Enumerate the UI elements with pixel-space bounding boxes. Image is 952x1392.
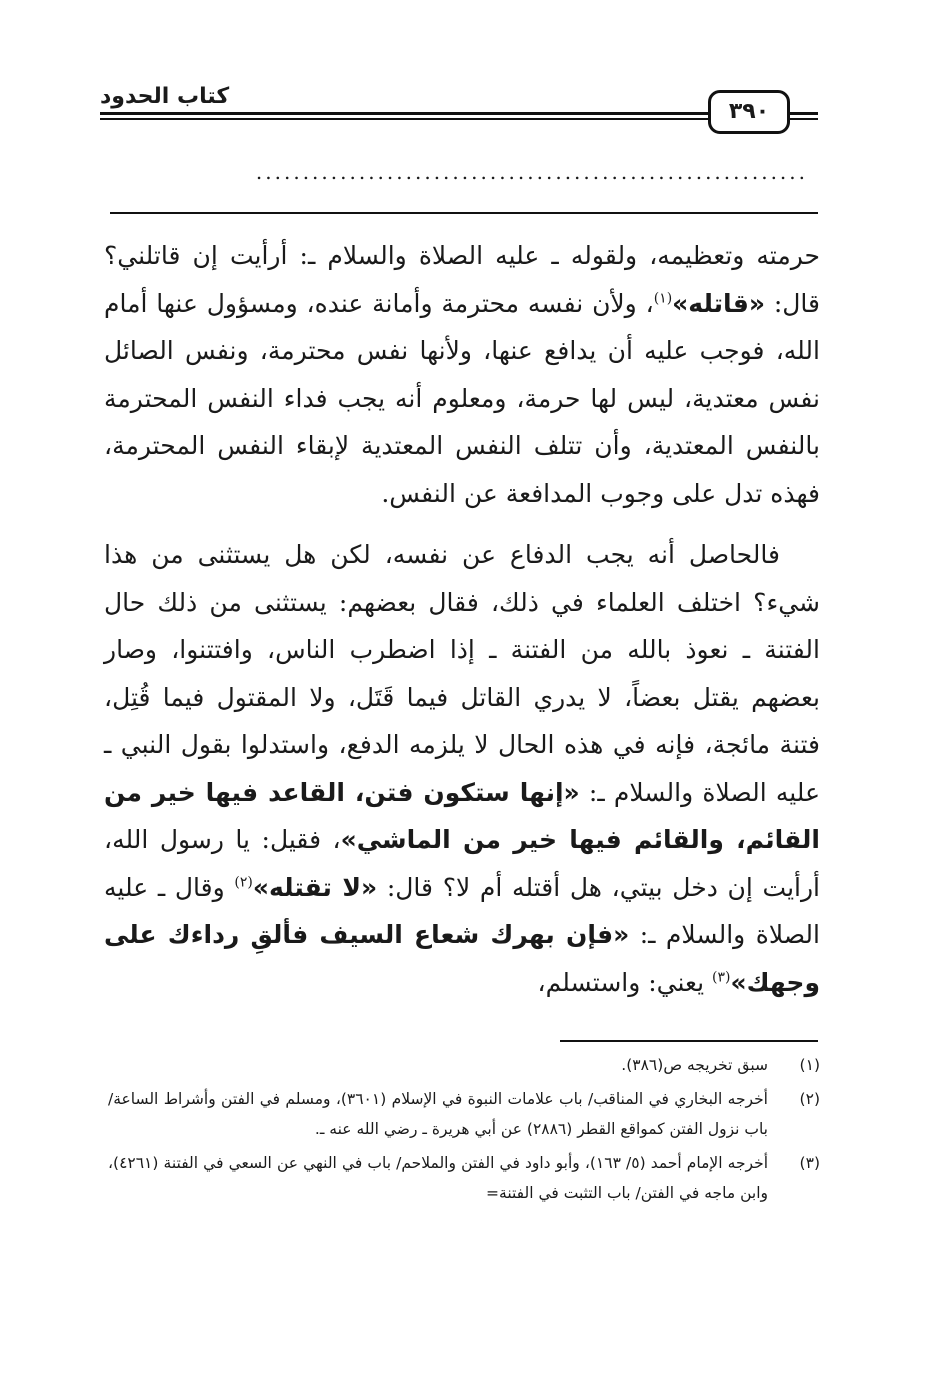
footnote-number: (٢) bbox=[799, 1090, 820, 1108]
paragraph-1 bbox=[104, 232, 820, 517]
footnote-ref: (١) bbox=[653, 290, 673, 307]
text-run: ، فقيل: يا رسول الله، أرأيت إن دخل بيتي، هل أقتله أم لا؟ قال: bbox=[104, 825, 820, 902]
text-run: حرمته وتعظيمه، ولقوله ـ عليه الصلاة والسلام ـ: أرأيت إن قاتلني؟ قال: bbox=[104, 241, 820, 318]
hadith-quote: «قاتله» bbox=[672, 288, 765, 318]
text-run: وقال ـ عليه الصلاة والسلام ـ: bbox=[104, 872, 820, 949]
footnote-ref: (٢) bbox=[234, 874, 253, 891]
footnotes bbox=[108, 1050, 820, 1212]
text-separator-line bbox=[110, 212, 818, 214]
paragraph-2 bbox=[104, 531, 820, 1006]
footnote-text: أخرجه الإمام أحمد (٥/ ١٦٣)، وأبو داود في الفتن والملاحم/ باب في النهي عن السعي في الفتنة (٤٢٦١)، وابن ماجه في الفتن/ باب التثبت في الفتنة= bbox=[108, 1154, 768, 1202]
running-header-title: كتاب الحدود bbox=[100, 84, 230, 109]
hadith-quote: «لا تقتله» bbox=[252, 872, 378, 902]
ellipsis-divider: ........................................................... bbox=[255, 160, 808, 184]
footnote-1 bbox=[108, 1050, 820, 1080]
hadith-quote: «إنها ستكون فتن، القاعد فيها خير من القائم، والقائم فيها خير من الماشي» bbox=[104, 777, 820, 854]
footnote-number: (١) bbox=[799, 1056, 820, 1074]
footnote-text: سبق تخريجه ص(٣٨٦). bbox=[621, 1056, 768, 1074]
text-run: ، ولأن نفسه محترمة وأمانة عنده، ومسؤول عنها أمام الله، فوجب عليه أن يدافع عنها، ولأنها نفس محترمة، ونفس الصائل نفس معتدية، ليس لها حرمة، ومعلوم أنه يجب فداء النفس المحترمة بالنفس المعتدية، وأن تتلف النفس المعتدية لإبقاء النفس المحترمة، فهذه تدل على وجوب المدافعة عن النفس. bbox=[104, 288, 820, 508]
footnote-2 bbox=[108, 1084, 820, 1144]
main-text bbox=[104, 232, 820, 1006]
footnote-separator bbox=[560, 1040, 818, 1042]
text-run: يعني: واستسلم، bbox=[537, 967, 713, 997]
hadith-quote: «فإن بهرك شعاع السيف فألقِ رداءك على وجهك» bbox=[104, 920, 820, 997]
text-run: فالحاصل أنه يجب الدفاع عن نفسه، لكن هل يستثنى من هذا شيء؟ اختلف العلماء في ذلك، فقال بعضهم: يستثنى من ذلك حال الفتنة ـ نعوذ بالله من الفتنة ـ إذا اضطرب الناس، وافتتنوا، وصار بعضهم يقتل بعضاً، لا يدري القاتل فيما قَتَل، ولا المقتول فيما قُتِل، فتنة مائجة، فإنه في هذه الحال لا يلزمه الدفع، واستدلوا بقول النبي ـ عليه الصلاة والسلام ـ: bbox=[104, 540, 820, 807]
footnote-ref: (٣) bbox=[712, 969, 731, 986]
footnote-3 bbox=[108, 1148, 820, 1208]
page-number: ٣٩٠ bbox=[708, 90, 790, 134]
footnote-text: أخرجه البخاري في المناقب/ باب علامات النبوة في الإسلام (٣٦٠١)، ومسلم في الفتن وأشراط الساعة/ باب نزول الفتن كمواقع القطر (٢٨٨٦) عن أبي هريرة ـ رضي الله عنه ـ. bbox=[108, 1090, 768, 1138]
footnote-number: (٣) bbox=[799, 1154, 820, 1172]
